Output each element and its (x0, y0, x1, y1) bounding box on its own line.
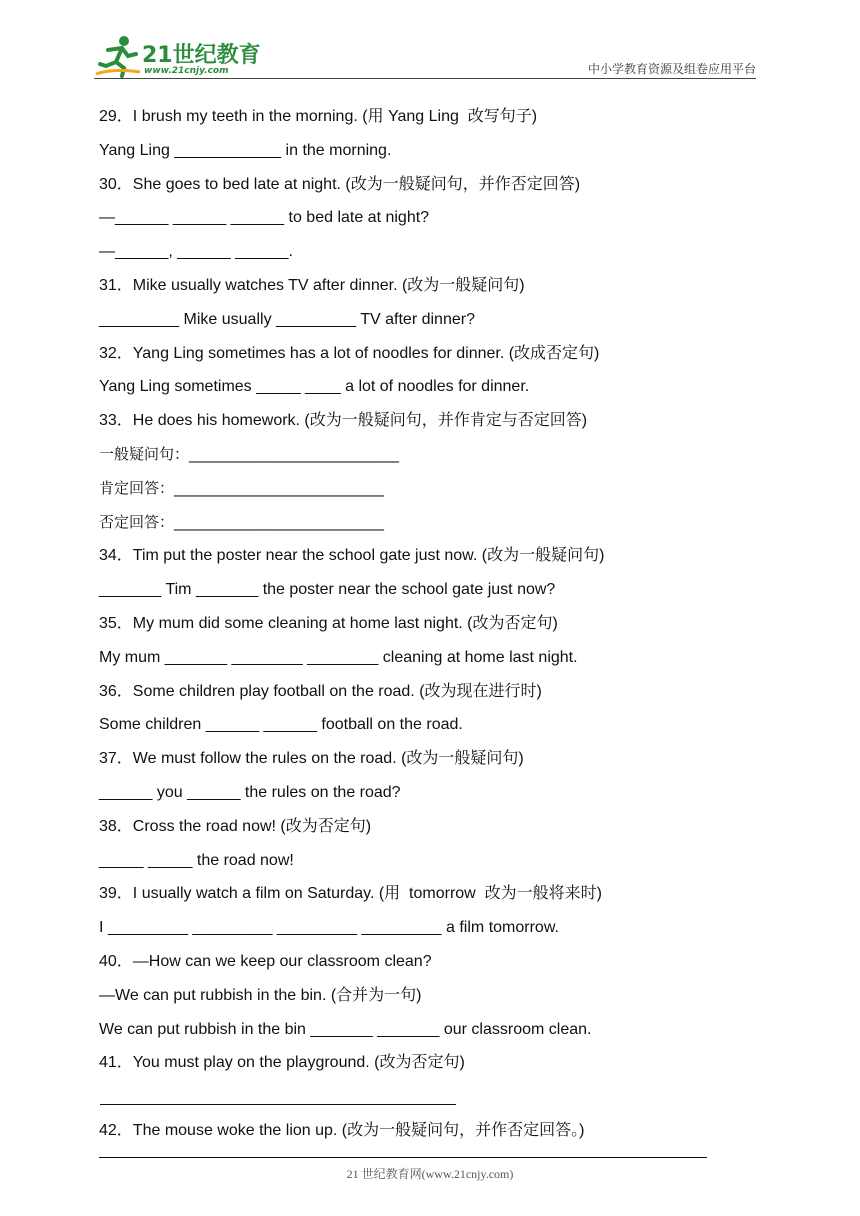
answer-line-33-yes: 肯定回答：____________________________ (99, 478, 385, 497)
question-42: 42．The mouse woke the lion up. (改为一般疑问句，并作否定回答。) (99, 1121, 585, 1139)
header-divider (94, 78, 756, 79)
site-logo (94, 34, 264, 78)
answer-line-32: Yang Ling sometimes _____ ____ a lot of noodles for dinner. (99, 378, 530, 396)
runner-logo-icon (94, 34, 142, 78)
footer-text: 21 世纪教育网(www.21cnjy.com) (346, 1167, 514, 1181)
question-41: 41．You must play on the playground. (改为否定句) (99, 1054, 465, 1072)
question-38: 38．Cross the road now! (改为否定句) (99, 817, 372, 835)
answer-line-30b: —______, ______ ______. (99, 243, 293, 261)
question-37: 37．We must follow the rules on the road. (改为一般疑问句) (99, 750, 524, 768)
footer-divider (99, 1157, 707, 1158)
question-40b: —We can put rubbish in the bin. (合并为一句) (99, 986, 422, 1004)
answer-blank-41 (100, 1104, 456, 1105)
question-33: 33．He does his homework. (改为一般疑问句，并作肯定与否定回答) (99, 412, 588, 430)
question-35: 35．My mum did some cleaning at home last night. (改为否定句) (99, 614, 558, 632)
answer-line-33-question: 一般疑问句：____________________________ (99, 444, 400, 463)
answer-line-40: We can put rubbish in the bin _______ _______ our classroom clean. (99, 1020, 592, 1038)
question-39: 39．I usually watch a film on Saturday. (用 tomorrow 改为一般将来时) (99, 885, 602, 903)
question-34: 34．Tim put the poster near the school gate just now. (改为一般疑问句) (99, 547, 605, 565)
answer-line-36: Some children ______ ______ football on the road. (99, 716, 463, 734)
platform-title: 中小学教育资源及组卷应用平台 (587, 62, 756, 76)
answer-line-33-no: 否定回答：____________________________ (99, 512, 385, 531)
answer-line-38: _____ _____ the road now! (99, 851, 294, 869)
question-36: 36．Some children play football on the road. (改为现在进行时) (99, 682, 542, 700)
question-30: 30．She goes to bed late at night. (改为一般疑问句，并作否定回答) (99, 175, 581, 193)
answer-line-34: _______ Tim _______ the poster near the school gate just now? (99, 581, 556, 599)
question-32: 32．Yang Ling sometimes has a lot of noodles for dinner. (改成否定句) (99, 344, 600, 362)
answer-line-30a: —______ ______ ______ to bed late at night? (99, 209, 430, 227)
answer-line-29: Yang Ling ____________ in the morning. (99, 141, 392, 159)
question-29: 29．I brush my teeth in the morning. (用 Yang Ling 改写句子) (99, 108, 538, 125)
page-header (94, 28, 756, 80)
answer-line-37: ______ you ______ the rules on the road? (99, 783, 401, 801)
logo-text: 21世纪教育 (142, 43, 261, 68)
question-31: 31．Mike usually watches TV after dinner. (改为一般疑问句) (99, 276, 525, 294)
logo-url: www.21cnjy.com (144, 66, 229, 76)
answer-line-31: _________ Mike usually _________ TV after dinner? (99, 310, 475, 328)
blank-line-41 (99, 1080, 739, 1114)
question-40a: 40．—How can we keep our classroom clean? (99, 952, 432, 970)
answer-line-35: My mum _______ ________ ________ cleaning at home last night. (99, 648, 578, 666)
answer-line-39: I _________ _________ _________ _________ a film tomorrow. (99, 919, 559, 937)
exercise-list (99, 100, 739, 1148)
